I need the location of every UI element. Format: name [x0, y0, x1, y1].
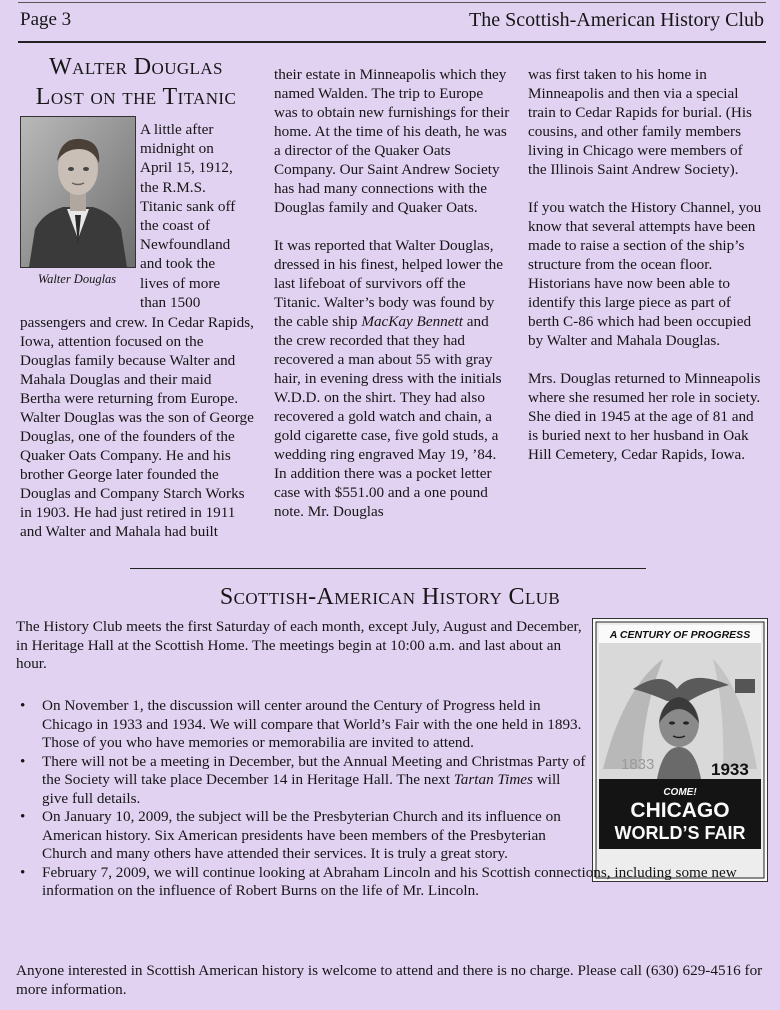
closing-paragraph: Anyone interested in Scottish American history is welcome to attend and there is no charge. Please call (630) 629-4516 for more information.: [16, 962, 763, 998]
text-run: and the crew recorded that they had recovered a man about 55 with gray hair, in evening dress with the initials W.D.D. on the shirt. They had also recovered a gold watch and chain, a gold cigarette case, five gold studs, a wedding ring engraved May 19, ’84. In addition there was a pocket letter case with $551.00 and a one pound note. Mr. Douglas: [274, 313, 502, 520]
text-run: It was reported that Walter Douglas, dressed in his finest, helped lower the last lifeboat of survivors off the Titanic. Walter’s body was found by the cable ship: [274, 237, 504, 330]
photo-caption: Walter Douglas: [37, 272, 117, 286]
newsletter-name: Tartan Times: [453, 771, 533, 788]
article-column-2: [274, 65, 510, 521]
poster-top-text: A CENTURY OF PROGRESS: [609, 629, 751, 641]
page-number: Page 3: [20, 9, 72, 30]
bullet: •: [20, 863, 26, 881]
club-closing: [16, 962, 766, 999]
poster-year-1833: 1833: [621, 756, 655, 773]
poster-chicago-text: CHICAGO: [630, 799, 730, 822]
ship-name: MacKay Bennett: [361, 313, 463, 330]
bullet: •: [20, 752, 26, 770]
article-paragraph: If you watch the History Channel, you know that several attempts have been made to raise a section of the ship’s structure from the ocean floor. Historians have now been able to identify this large piece as part of berth C-86 which had been occupied by Walter and Mahala Douglas.: [528, 199, 762, 349]
top-rule: [18, 2, 766, 3]
article-paragraph: Mrs. Douglas returned to Minneapolis where she resumed her role in society. She died in 1945 at the age of 81 and is buried next to her husband in Oak Hill Cemetery, Cedar Rapids, Iowa.: [528, 370, 761, 463]
wrap-line: Newfoundland: [140, 236, 231, 254]
article-column-3: [528, 65, 764, 464]
article-paragraph: was first taken to his home in Minneapolis and then via a special train to Cedar Rapids for burial. (His cousins, and other family members living in Chicago were members of the Illinois Saint Andrew Society).: [528, 66, 752, 178]
intro-paragraph: The History Club meets the first Saturday of each month, except July, August and December, in Heritage Hall at the Scottish Home. The meetings begin at 10:00 a.m. and last about an hour.: [16, 618, 582, 672]
schedule-item-february: [14, 864, 762, 901]
article-paragraph: [274, 236, 510, 521]
article-title-line2: Lost on the Titanic: [35, 84, 237, 110]
wrap-line: April 15, 1912,: [140, 159, 233, 177]
portrait-image: [21, 117, 135, 267]
meeting-schedule-list: [14, 697, 774, 901]
schedule-text: will give full details.: [42, 771, 561, 807]
schedule-text: On January 10, 2009, the subject will be the Presbyterian Church and its influence on American history. Six American presidents have been members of the Presbyterian Church and many others have attended their services. It is truly a great story.: [42, 808, 561, 862]
header-club-name: The Scottish-American History Club: [469, 9, 764, 31]
club-intro: [16, 618, 582, 674]
poster-year-1933: 1933: [711, 760, 749, 779]
poster-worlds-fair-text: WORLD’S FAIR: [614, 823, 746, 843]
schedule-text: February 7, 2009, we will continue looking at Abraham Lincoln and his Scottish connections, including some new information on the influence of Robert Burns on the life of Mr. Lincoln.: [42, 863, 737, 899]
wrap-line: and took the: [140, 255, 216, 273]
wrap-line: the coast of: [140, 217, 211, 235]
article-column-1: [20, 313, 254, 541]
walter-douglas-photo: [20, 116, 136, 268]
schedule-text: On November 1, the discussion will center around the Century of Progress held in Chicago in 1933 and 1934. We will compare that World’s Fair with the one held in 1893. Those of you who have memories or memorabilia are invited to attend.: [42, 697, 582, 751]
schedule-item-december: [14, 753, 590, 809]
article-wrap-text: [140, 120, 235, 312]
header-rule: [18, 41, 766, 43]
wrap-line: than 1500: [140, 293, 201, 311]
wrap-line: lives of more: [140, 274, 221, 292]
wrap-line: the R.M.S.: [140, 178, 206, 196]
club-section-title: Scottish-American History Club: [219, 584, 561, 610]
article-paragraph: their estate in Minneapolis which they named Walden. The trip to Europe was to obtain new furnishings for their home. At the time of his death, he was a director of the Quaker Oats Company. Our Saint Andrew Society has had many connections with the Douglas family and Quaker Oats.: [274, 66, 510, 216]
bullet: •: [20, 808, 26, 825]
poster-come-text: COME!: [663, 787, 697, 798]
schedule-text: There will not be a meeting in December, but the Annual Meeting and Christmas Party of the Society will take place December 14 in Heritage Hall. The next: [42, 752, 586, 788]
section-divider: [130, 568, 646, 569]
schedule-item-january: [14, 808, 590, 864]
wrap-line: midnight on: [140, 140, 214, 158]
wrap-line: A little after: [140, 121, 214, 138]
schedule-item-november: [14, 697, 590, 753]
bullet: •: [20, 697, 26, 714]
wrap-line: Titanic sank off: [140, 197, 236, 215]
article-title-line1: Walter Douglas: [49, 54, 223, 80]
article-paragraph: passengers and crew. In Cedar Rapids, Iowa, attention focused on the Douglas family because Walter and Mahala Douglas and their maid Bertha were returning from Europe. Walter Douglas was the son of George Douglas, one of the founders of the Quaker Oats Company. He and his brother George later founded the Douglas and Company Starch Works in 1903. He had just retired in 1911 and Walter and Mahala had built: [20, 314, 254, 540]
